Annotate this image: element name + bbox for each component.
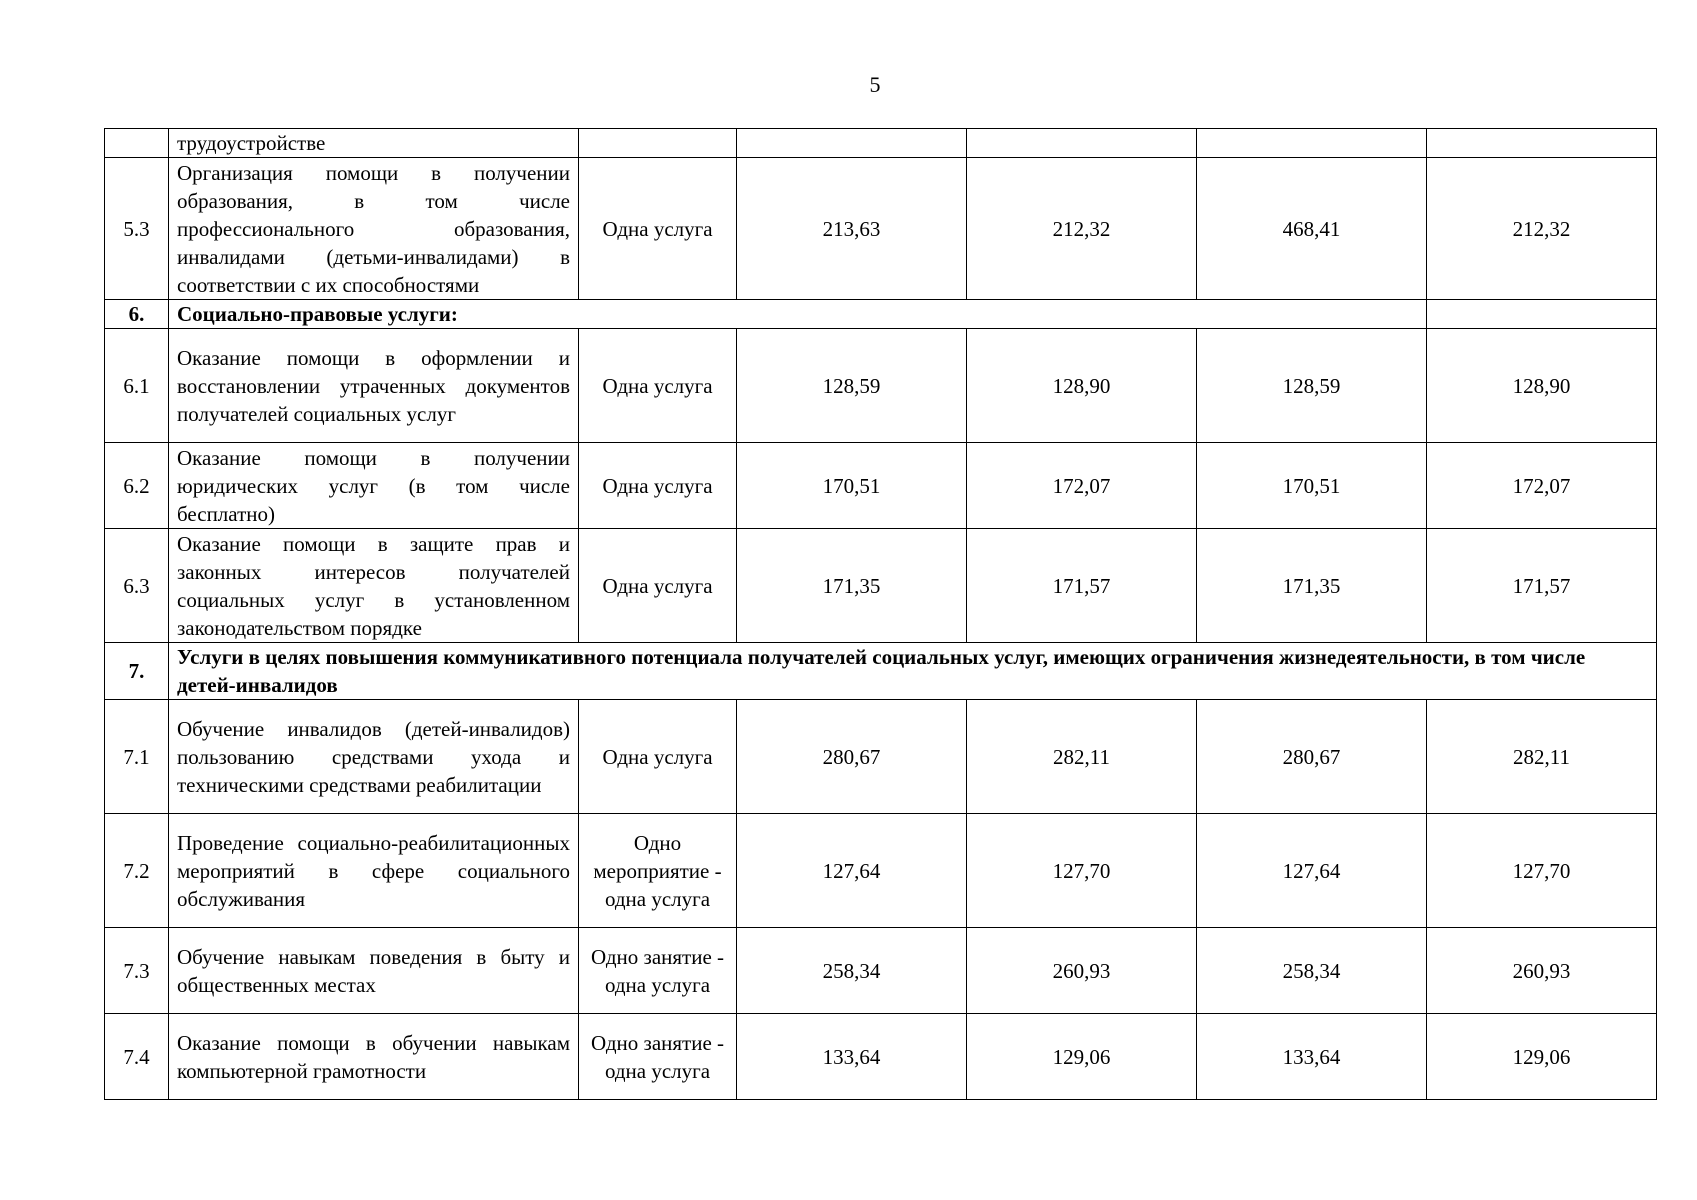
value-cell: 128,90 [967, 329, 1197, 443]
services-tariff-table [104, 128, 1657, 1100]
service-name: Организация помощи в получении образования, в том числе профессионального образования, инвалидами (детьми-инвалидами) в соответствии с их способностями [169, 158, 579, 300]
empty-cell [579, 129, 737, 158]
value-cell: 133,64 [1197, 1014, 1427, 1100]
empty-cell [737, 129, 967, 158]
service-name: Оказание помощи в защите прав и законных интересов получателей социальных услуг в установленном законодательством порядке [169, 529, 579, 643]
value-cell: 280,67 [737, 700, 967, 814]
service-name: Обучение навыкам поведения в быту и общественных местах [169, 928, 579, 1014]
unit-cell: Одна услуга [579, 443, 737, 529]
unit-cell: Одно занятие - одна услуга [579, 928, 737, 1014]
section-row [105, 643, 1657, 700]
value-cell: 280,67 [1197, 700, 1427, 814]
value-cell: 282,11 [1427, 700, 1657, 814]
row-number: 6.3 [105, 529, 169, 643]
row-number: 6.1 [105, 329, 169, 443]
service-name: Оказание помощи в оформлении и восстановлении утраченных документов получателей социальных услуг [169, 329, 579, 443]
value-cell: 128,59 [737, 329, 967, 443]
section-number: 6. [105, 300, 169, 329]
section-number: 7. [105, 643, 169, 700]
table-row [105, 329, 1657, 443]
empty-cell [967, 129, 1197, 158]
empty-cell [1427, 300, 1657, 329]
service-name: трудоустройстве [169, 129, 579, 158]
unit-cell: Одно занятие - одна услуга [579, 1014, 737, 1100]
value-cell: 172,07 [967, 443, 1197, 529]
service-name: Проведение социально-реабилитационных мероприятий в сфере социального обслуживания [169, 814, 579, 928]
unit-cell: Одна услуга [579, 529, 737, 643]
value-cell: 127,70 [1427, 814, 1657, 928]
value-cell: 171,35 [737, 529, 967, 643]
service-name: Оказание помощи в обучении навыкам компьютерной грамотности [169, 1014, 579, 1100]
value-cell: 170,51 [737, 443, 967, 529]
value-cell: 468,41 [1197, 158, 1427, 300]
value-cell: 170,51 [1197, 443, 1427, 529]
value-cell: 258,34 [737, 928, 967, 1014]
table-row [105, 129, 1657, 158]
value-cell: 129,06 [1427, 1014, 1657, 1100]
value-cell: 212,32 [1427, 158, 1657, 300]
value-cell: 128,90 [1427, 329, 1657, 443]
value-cell: 171,35 [1197, 529, 1427, 643]
row-number: 7.1 [105, 700, 169, 814]
value-cell: 212,32 [967, 158, 1197, 300]
value-cell: 128,59 [1197, 329, 1427, 443]
table-row [105, 529, 1657, 643]
section-title: Социально-правовые услуги: [169, 300, 1427, 329]
row-number: 5.3 [105, 158, 169, 300]
value-cell: 213,63 [737, 158, 967, 300]
value-cell: 129,06 [967, 1014, 1197, 1100]
section-title: Услуги в целях повышения коммуникативного потенциала получателей социальных услуг, имеющих ограничения жизнедеятельности, в том числе детей-инвалидов [169, 643, 1657, 700]
unit-cell: Одно мероприятие - одна услуга [579, 814, 737, 928]
empty-cell [1427, 129, 1657, 158]
table-row [105, 928, 1657, 1014]
service-name: Обучение инвалидов (детей-инвалидов) пользованию средствами ухода и техническими средствами реабилитации [169, 700, 579, 814]
value-cell: 127,64 [1197, 814, 1427, 928]
table-row [105, 700, 1657, 814]
value-cell: 260,93 [1427, 928, 1657, 1014]
table-row [105, 1014, 1657, 1100]
value-cell: 127,64 [737, 814, 967, 928]
row-number: 6.2 [105, 443, 169, 529]
table-body [105, 129, 1657, 1100]
value-cell: 127,70 [967, 814, 1197, 928]
row-number: 7.2 [105, 814, 169, 928]
unit-cell: Одна услуга [579, 329, 737, 443]
table-row [105, 814, 1657, 928]
table-row [105, 443, 1657, 529]
section-row [105, 300, 1657, 329]
unit-cell: Одна услуга [579, 700, 737, 814]
value-cell: 133,64 [737, 1014, 967, 1100]
unit-cell: Одна услуга [579, 158, 737, 300]
row-number [105, 129, 169, 158]
page-number: 5 [869, 72, 881, 97]
service-name: Оказание помощи в получении юридических услуг (в том числе бесплатно) [169, 443, 579, 529]
table-row [105, 158, 1657, 300]
value-cell: 260,93 [967, 928, 1197, 1014]
row-number: 7.3 [105, 928, 169, 1014]
value-cell: 282,11 [967, 700, 1197, 814]
value-cell: 171,57 [1427, 529, 1657, 643]
row-number: 7.4 [105, 1014, 169, 1100]
value-cell: 258,34 [1197, 928, 1427, 1014]
value-cell: 171,57 [967, 529, 1197, 643]
value-cell: 172,07 [1427, 443, 1657, 529]
empty-cell [1197, 129, 1427, 158]
